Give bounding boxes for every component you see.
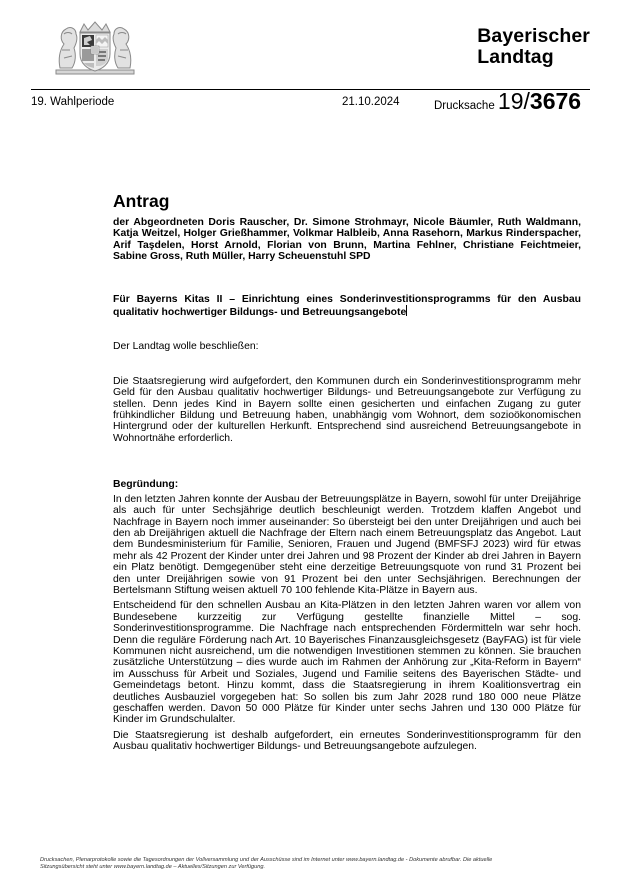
- drucksache-reference: [434, 88, 581, 115]
- footer-line-2: Sitzungsübersicht steht unter www.bayern.landtag.de – Aktuelles/Sitzungen zur Verfügung.: [40, 864, 266, 870]
- reason-heading: Begründung:: [113, 479, 179, 491]
- footer-line-1: Drucksachen, Plenarprotokolle sowie die Tagesordnungen der Vollversammlung und der Ausschüsse sind im Internet unter www.bayern.landtag.de - Dokumente abrufbar. Die aktuelle: [40, 857, 493, 863]
- brand-line-2: Landtag: [477, 46, 554, 68]
- brand-line-1: Bayerischer: [477, 25, 590, 47]
- document-date: 21.10.2024: [342, 96, 400, 108]
- text-cursor: [406, 305, 407, 316]
- legislative-period: 19. Wahlperiode: [31, 96, 115, 108]
- brand-name: [477, 26, 590, 68]
- resolve-line: Der Landtag wolle beschließen:: [113, 341, 259, 353]
- document-type-title: Antrag: [113, 191, 170, 211]
- bavarian-coat-of-arms-icon: [54, 20, 136, 76]
- reason-paragraph: In den letzten Jahren konnte der Ausbau der Betreuungsplätze in Bayern, sowohl für unter Dreijährige als auch für unter Sechsjährige deutlich beschleunigt werden. Trotzdem klaffen Angebot und Nachfrage in Bayern noch immer auseinander: So übersteigt bei den unter Dreijährigen und auch bei den ab Dreijährigen aktuell die Nachfrage der Eltern nach einem Betreuungsplatz das Angebot. Laut dem Bundesministerium für Familie, Senioren, Frauen und Jugend (BMFSFJ 2023) wird für etwas mehr als 42 Prozent der Kinder unter drei Jahren und 98 Prozent der Kinder ab drei Jahren in Bayern ein Platz benötigt. Demgegenüber steht eine derzeitige Betreuungsquote von rund 31 Prozent bei den unter Dreijährigen sowie von 91 Prozent bei den unter Sechsjährigen. Berechnungen der Bertelsmann Stiftung weisen aktuell 70 100 fehlende Kita-Plätze in Bayern aus.: [113, 493, 581, 596]
- motion-subject-text: Für Bayerns Kitas II – Einrichtung eines Sonderinvestitionsprogramms für den Ausbau qualitativ hochwertiger Bildungs- und Betreuungsangebote: [113, 293, 581, 319]
- reason-paragraph: Entscheidend für den schnellen Ausbau an Kita-Plätzen in den letzten Jahren waren vor allem von Bundesebene kurzzeitig zur Verfügung gestellte finanzielle Mittel – sog. Sonderinvestitionsprogramme. Die Nachfrage nach entsprechenden Fördermitteln war sehr hoch. Denn die reguläre Förderung nach Art. 10 Bayerisches Finanzausgleichsgesetz (BayFAG) ist für viele Kommunen nicht ausreichend, um die notwendigen Investitionen stemmen zu können. Sie brauchen zusätzliche Unterstützung – dies wurde auch im Rahmen der Anhörung zur „Kita-Reform in Bayern“ im Ausschuss für Arbeit und Soziales, Jugend und Familie seitens des Bayerischen Städte- und Gemeindetags betont. Hinzu kommt, dass die Staatsregierung in ihrem Koalitionsvertrag ein deutliches Ausbauziel vorgegeben hat: So sollen bis zum Jahr 2028 rund 180 000 neue Plätze geschaffen werden. Davon 50 000 Plätze für Kinder unter sechs Jahren und 130 000 Plätze für Kinder im Grundschulalter.: [113, 600, 581, 726]
- authors-list: der Abgeordneten Doris Rauscher, Dr. Simone Strohmayr, Nicole Bäumler, Ruth Waldmann, Katja Weitzel, Holger Grießhammer, Volkmar Halbleib, Anna Rasehorn, Markus Rinderspacher, Arif Taşdelen, Horst Arnold, Florian von Brunn, Martina Fehlner, Christiane Feichtmeier, Sabine Gross, Ruth Müller, Harry Scheuenstuhl SPD: [113, 217, 581, 263]
- document-body: [113, 191, 581, 757]
- reason-paragraph: Die Staatsregierung ist deshalb aufgefordert, ein erneutes Sonderinvestitionsprogramm für den Ausbau qualitativ hochwertiger Bildungs- und Betreuungsangebote aufzulegen.: [113, 729, 581, 753]
- drucksache-number: 3676: [529, 88, 582, 114]
- motion-subject: [113, 294, 581, 319]
- page-footer: [40, 857, 600, 871]
- drucksache-number-prefix: 19/: [497, 88, 530, 114]
- drucksache-label: Drucksache: [434, 100, 495, 112]
- motion-text: Die Staatsregierung wird aufgefordert, den Kommunen durch ein Sonderinvestitionsprogramm mehr Geld für den Ausbau qualitativ hochwertiger Bildungs- und Betreuungsangebote zur Verfügung zu stellen. Denn jedes Kind in Bayern sollte einen gesicherten und einfachen Zugang zu guter frühkindlicher Bildung und Betreuung haben, unabhängig vom Wohnort, dem sozioökonomischen Hintergrund oder der kulturellen Herkunft. Entsprechend sind ausreichend Betreuungsangebote in Wohnortnähe erforderlich.: [113, 375, 581, 444]
- reason-section: [113, 494, 581, 753]
